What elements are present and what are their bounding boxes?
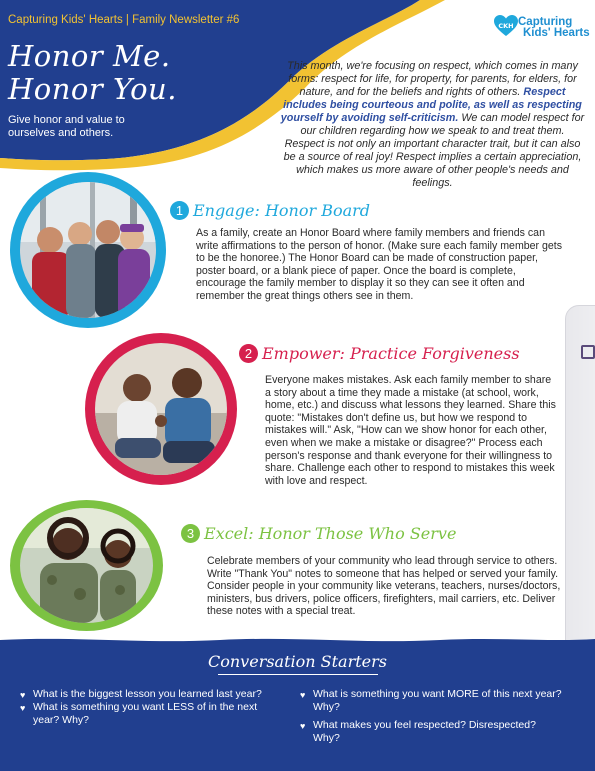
question-text: What is the biggest lesson you learned last year? [33, 688, 262, 700]
question-right-2 [300, 719, 563, 745]
tagline: Give honor and value to ourselves and others. [8, 114, 125, 139]
intro-text-a: This month, we're focusing on respect, which comes in many forms: respect for life, for property, for parents, for elders, for nature, and for the beliefs and rights of others. [287, 60, 578, 98]
question-text: What is something you want LESS of in the next year? Why? [33, 701, 258, 726]
panel-toggle-icon[interactable] [581, 345, 595, 359]
section-2-number: 2 [239, 344, 258, 363]
heart-bullet-icon: ♥ [300, 690, 306, 700]
intro-text-b: We can model respect for our children regarding how we speak to and treat them. Respect is not only an important character trait, but it can also be a source of real joy! Respect implies a certain appreciation, which makes us more aware of other people's needs and feelings. [283, 112, 585, 189]
logo-line-2: Kids' Hearts [523, 27, 590, 39]
intro-paragraph [280, 60, 585, 190]
heart-bullet-icon: ♥ [20, 690, 26, 700]
question-text: What is something you want MORE of this next year? Why? [313, 688, 562, 713]
photo-friends [20, 182, 156, 318]
section-2-title: Empower: Practice Forgiveness [262, 344, 520, 363]
section-3-body: Celebrate members of your community who lead through service to others. Write "Thank You" notes to someone that has helped or served your family. Consider people in your community like veterans, teachers, nurses/doctors, ministers, bus drivers, police officers, firefighters, mail carriers, etc. Deliver these notes with a special treat. [207, 555, 561, 618]
section-1-number: 1 [170, 201, 189, 220]
intro-emphasis: Respect includes being courteous and polite, as well as respecting yourself by avoiding self-criticism. [280, 86, 582, 124]
question-left-1 [20, 688, 283, 701]
conversation-title: Conversation Starters [208, 652, 387, 671]
photo-soldier-child [20, 508, 153, 623]
heart-bullet-icon: ♥ [300, 721, 306, 731]
question-text: What makes you feel respected? Disrespected? Why? [313, 719, 536, 744]
question-left-2 [20, 701, 283, 727]
section-3-title: Excel: Honor Those Who Serve [204, 524, 457, 543]
section-1-body: As a family, create an Honor Board where family members and friends can write affirmations to the person of honor. (Make sure each family member gets to be the honoree.) The Honor Board can be made of construction paper, poster board, or a blank piece of paper. Once the board is complete, encourage the family member to display it so they can see it often and remember the great things others see in them. [196, 227, 563, 302]
newsletter-kicker: Capturing Kids' Hearts | Family Newsletter #6 [8, 14, 240, 26]
ckh-logo [493, 12, 593, 46]
section-3-number: 3 [181, 524, 200, 543]
svg-text:CKH: CKH [498, 22, 514, 30]
logo-line-1: Capturing [518, 16, 573, 28]
logo-wordmark [518, 17, 590, 39]
conversation-title-underline [218, 674, 378, 675]
section-2-body: Everyone makes mistakes. Ask each family member to share a story about a time they made a mistake (at school, work, home, etc.) and discuss what lessons they learned. Share this quote: "Mistakes don't define us, but how we respond to mistakes will." Ask, "How can we show honor for each other, even when we make a mistake or disagree?" Process each person's response and thank everyone for their willingness to share. Challenge each other to respond to mistakes this week with love and respect. [265, 374, 556, 487]
title-line-2: Honor You. [8, 72, 177, 106]
heart-logo-icon [493, 14, 519, 38]
question-right-1 [300, 688, 563, 714]
page-title [8, 40, 177, 106]
heart-bullet-icon: ♥ [20, 703, 26, 713]
photo-father-son [95, 343, 227, 475]
section-1-title: Engage: Honor Board [193, 201, 371, 220]
title-line-1: Honor Me. [8, 39, 171, 73]
